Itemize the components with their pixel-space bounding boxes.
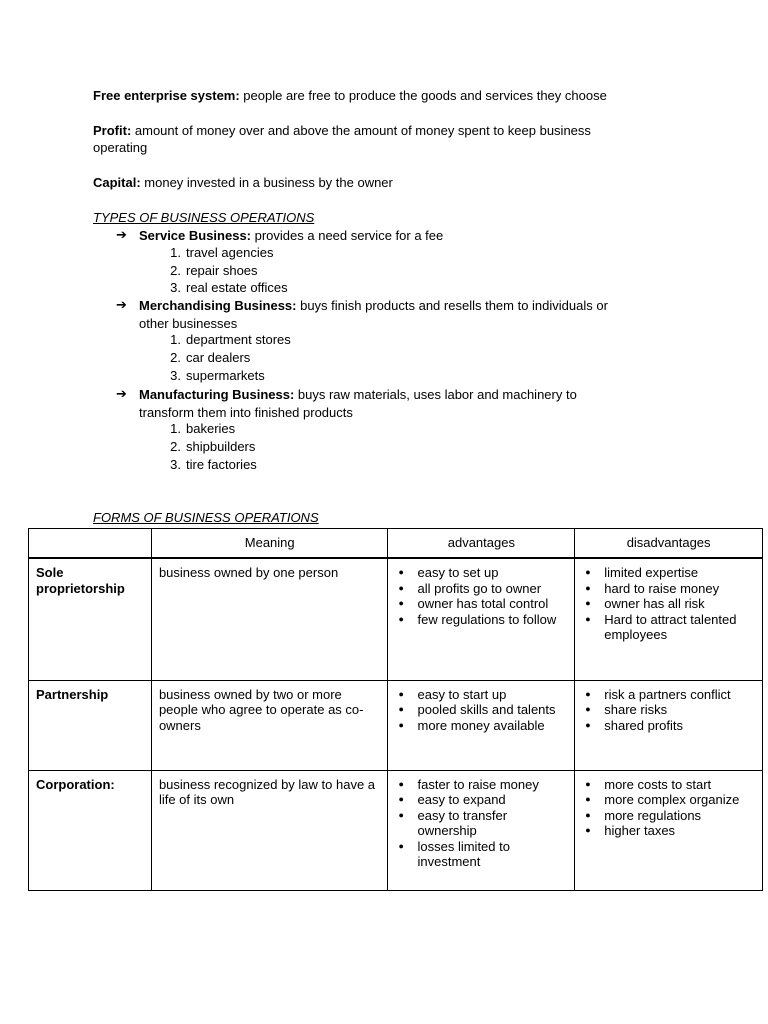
arrow-bullet-icon: ➔ <box>116 297 127 312</box>
type-service <box>0 227 768 295</box>
list-item: ● owner has total control <box>395 596 567 612</box>
list-number: 2. <box>170 439 181 454</box>
list-item: bakeries <box>186 421 236 436</box>
forms-heading: FORMS OF BUSINESS OPERATIONS <box>93 510 319 525</box>
table-header-row <box>29 529 763 559</box>
list-item: ● losses limited to investment <box>395 839 567 870</box>
list-item: ● more regulations <box>582 808 755 824</box>
business-forms-table <box>28 528 763 891</box>
list-item: supermarkets <box>186 368 265 383</box>
list-number: 1. <box>170 332 181 347</box>
list-item: repair shoes <box>186 263 258 278</box>
row-disadvantages <box>575 680 763 770</box>
row-name: Corporation: <box>29 770 152 890</box>
list-item: real estate offices <box>186 280 288 295</box>
list-item: ● limited expertise <box>582 565 755 581</box>
list-item: ● higher taxes <box>582 823 755 839</box>
list-item: ● more money available <box>395 718 567 734</box>
list-item: ● share risks <box>582 702 755 718</box>
type-manufacturing-continued: transform them into finished products <box>139 405 353 420</box>
list-item: ● pooled skills and talents <box>395 702 567 718</box>
list-number: 3. <box>170 368 181 383</box>
list-item: ● few regulations to follow <box>395 612 567 628</box>
list-item: ● more complex organize <box>582 792 755 808</box>
list-item: department stores <box>186 332 291 347</box>
row-name: Partnership <box>29 680 152 770</box>
type-manufacturing-label: Manufacturing Business: buys raw materials, uses labor and machinery to <box>139 387 577 402</box>
list-item: ● easy to set up <box>395 565 567 581</box>
table-header-cell <box>29 529 152 559</box>
arrow-bullet-icon: ➔ <box>116 227 127 242</box>
table-row <box>29 680 763 770</box>
definition-profit-continued: operating <box>93 140 148 155</box>
row-advantages <box>388 558 575 680</box>
list-number: 1. <box>170 245 181 260</box>
definition-capital: Capital: money invested in a business by the owner <box>93 175 393 190</box>
list-item: ● all profits go to owner <box>395 581 567 597</box>
list-number: 3. <box>170 280 181 295</box>
row-meaning: business owned by two or more people who agree to operate as co-owners <box>151 680 388 770</box>
list-item: tire factories <box>186 457 257 472</box>
list-item: ● Hard to attract talented employees <box>582 612 755 643</box>
list-item: ● easy to expand <box>395 792 567 808</box>
type-merchandising-continued: other businesses <box>139 316 238 331</box>
list-item: ● risk a partners conflict <box>582 687 755 703</box>
list-item: ● owner has all risk <box>582 596 755 612</box>
table-header-cell: advantages <box>388 529 575 559</box>
arrow-bullet-icon: ➔ <box>116 386 127 401</box>
types-heading: TYPES OF BUSINESS OPERATIONS <box>93 210 315 225</box>
list-number: 2. <box>170 350 181 365</box>
row-advantages <box>388 770 575 890</box>
type-service-label: Service Business: provides a need service for a fee <box>139 228 444 243</box>
type-manufacturing <box>0 386 768 472</box>
list-item: travel agencies <box>186 245 274 260</box>
table-row <box>29 770 763 890</box>
row-meaning: business recognized by law to have a life of its own <box>151 770 388 890</box>
definition-profit: Profit: amount of money over and above the amount of money spent to keep business <box>93 123 591 138</box>
row-name: Sole proprietorship <box>29 558 152 680</box>
row-meaning: business owned by one person <box>151 558 388 680</box>
list-item: ● hard to raise money <box>582 581 755 597</box>
list-item: ● easy to start up <box>395 687 567 703</box>
row-advantages <box>388 680 575 770</box>
table-header-cell: Meaning <box>151 529 388 559</box>
type-merchandising <box>0 297 768 383</box>
list-item: ● more costs to start <box>582 777 755 793</box>
table-header-cell: disadvantages <box>575 529 763 559</box>
row-disadvantages <box>575 770 763 890</box>
row-disadvantages <box>575 558 763 680</box>
definition-free-enterprise: Free enterprise system: people are free to produce the goods and services they choose <box>93 88 607 103</box>
list-number: 2. <box>170 263 181 278</box>
list-item: ● easy to transfer ownership <box>395 808 567 839</box>
list-item: shipbuilders <box>186 439 256 454</box>
table-row <box>29 558 763 680</box>
type-merchandising-label: Merchandising Business: buys finish products and resells them to individuals or <box>139 298 608 313</box>
list-number: 1. <box>170 421 181 436</box>
list-item: ● faster to raise money <box>395 777 567 793</box>
list-item: ● shared profits <box>582 718 755 734</box>
list-number: 3. <box>170 457 181 472</box>
list-item: car dealers <box>186 350 251 365</box>
